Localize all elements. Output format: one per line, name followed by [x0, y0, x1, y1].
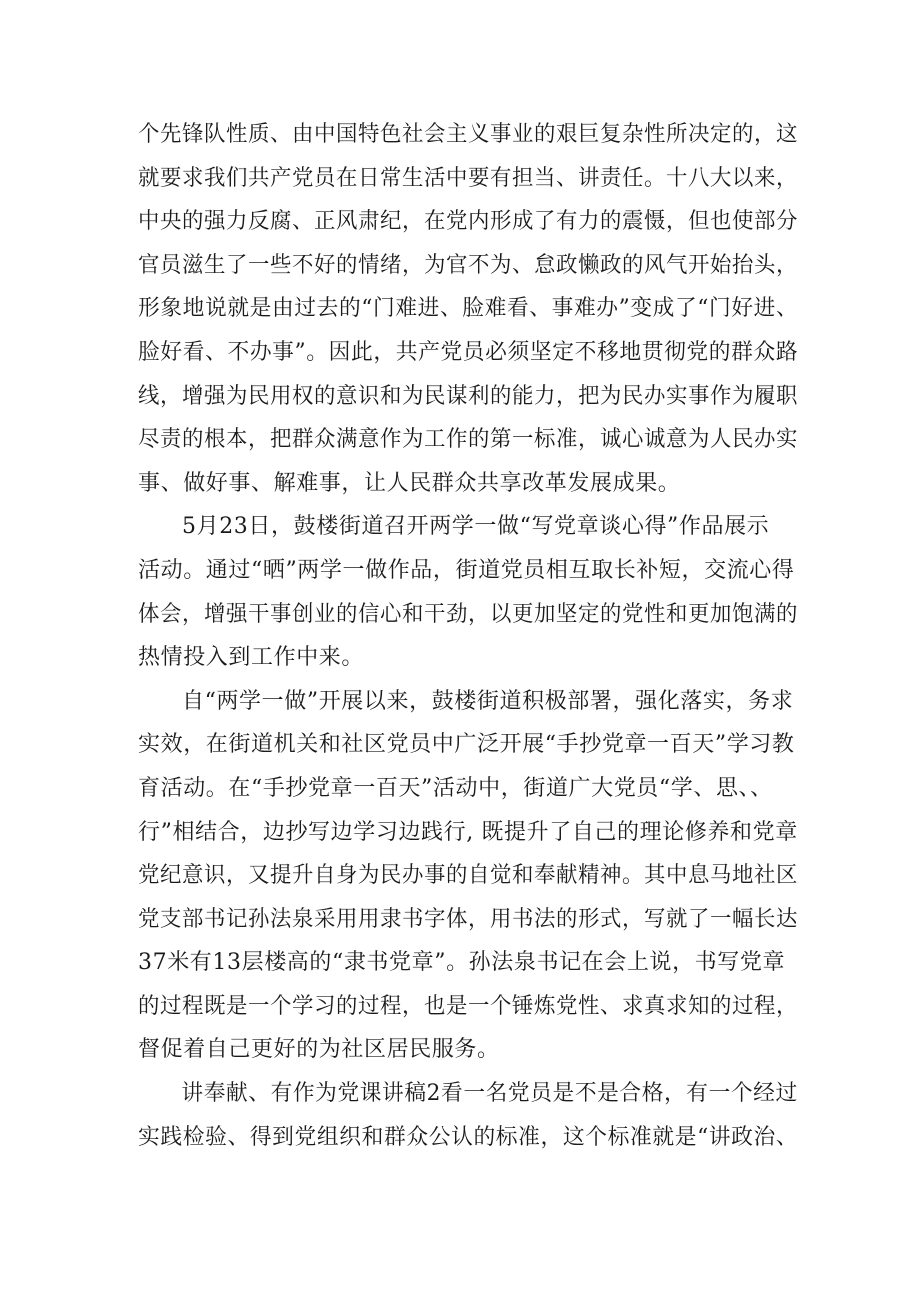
text-line: 个先锋队性质、由中国特色社会主义事业的艰巨复杂性所决定的，这 [138, 122, 799, 147]
text-line: 督促着自己更好的为社区居民服务。 [138, 1037, 500, 1063]
text-line: 实践检验、得到党组织和群众公认的标准，这个标准就是“讲政治、 [138, 1124, 799, 1150]
text-line: 脸好看、不办事”。因此，共产党员必须坚定不移地贯彻党的群众路 [138, 339, 799, 365]
text-line: 热情投入到工作中来。 [138, 645, 365, 671]
paragraph-first-line: 5月23日，鼓楼街道召开两学一做“写党章谈心得”作品展示 [182, 514, 770, 540]
text-line: 事、做好事、解难事，让人民群众共享改革发展成果。 [138, 470, 681, 496]
text-line: 线，增强为民用权的意识和为民谋利的能力，把为民办实事作为履职 [138, 383, 799, 409]
text-line: 尽责的根本，把群众满意作为工作的第一标准，诚心诚意为人民办实 [138, 427, 799, 453]
text-line: 活动。通过“晒”两学一做作品，街道党员相互取长补短，交流心得 [138, 557, 795, 583]
text-line: 体会，增强干事创业的信心和干劲，以更加坚定的党性和更加饱满的 [138, 601, 799, 627]
text-line: 中央的强力反腐、正风肃纪，在党内形成了有力的震慑，但也使部分 [138, 209, 799, 235]
paragraph-first-line: 自“两学一做”开展以来，鼓楼街道积极部署，强化落实，务求 [182, 688, 794, 714]
text-line: 37米有13层楼高的“隶书党章”。孙法泉书记在会上说，书写党章 [138, 950, 786, 976]
text-line: 育活动。在“手抄党章一百天”活动中，街道广大党员“学、思、、 [138, 775, 773, 801]
text-line: 党支部书记孙法泉采用用隶书字体，用书法的形式，写就了一幅长达 [138, 906, 799, 932]
text-line: 的过程既是一个学习的过程，也是一个锤炼党性、求真求知的过程， [138, 993, 799, 1019]
text-line: 党纪意识，又提升自身为民办事的自觉和奉献精神。其中息马地社区 [138, 863, 799, 889]
text-line: 实效，在街道机关和社区党员中广泛开展“手抄党章一百天”学习教 [138, 732, 795, 758]
paragraph-first-line: 讲奉献、有作为党课讲稿2看一名党员是不是合格，有一个经过 [181, 1081, 798, 1107]
text-line: 形象地说就是由过去的“门难进、脸难看、事难办”变成了“门好进、 [138, 296, 799, 322]
text-line: 行”相结合，边抄写边学习边践行, 既提升了自己的理论修养和党章 [138, 819, 798, 845]
document-body [138, 113, 798, 1159]
text-line: 就要求我们共产党员在日常生活中要有担当、讲责任。十八大以来， [138, 165, 799, 191]
text-line: 官员滋生了一些不好的情绪，为官不为、怠政懒政的风气开始抬头， [138, 252, 799, 278]
